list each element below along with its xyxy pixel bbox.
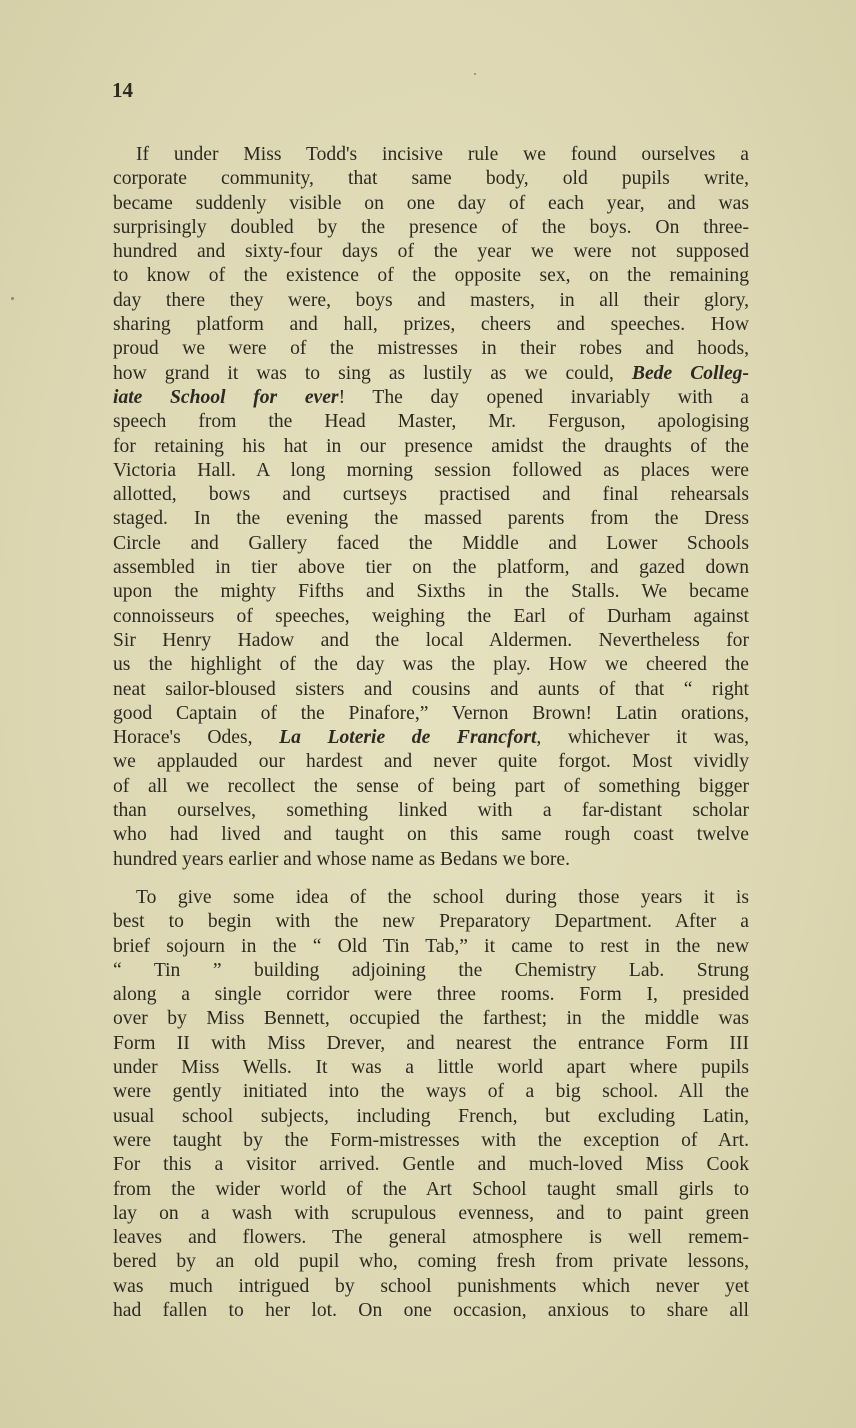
text-line: along a single corridor were three rooms. Form I, presided bbox=[113, 984, 749, 1006]
text-line: over by Miss Bennett, occupied the farthest; in the middle was bbox=[113, 1008, 749, 1030]
text-line: became suddenly visible on one day of each year, and was bbox=[113, 192, 749, 214]
margin-speck bbox=[11, 297, 14, 300]
text-line: Form II with Miss Drever, and nearest the entrance Form III bbox=[113, 1032, 749, 1054]
text-line: under Miss Wells. It was a little world apart where pupils bbox=[113, 1057, 749, 1079]
paragraph-2 bbox=[113, 886, 749, 1323]
text-line: good Captain of the Pinafore,” Vernon Brown! Latin orations, bbox=[113, 702, 749, 724]
text-line: had fallen to her lot. On one occasion, anxious to share all bbox=[113, 1300, 749, 1322]
text-line: than ourselves, something linked with a far-distant scholar bbox=[113, 800, 749, 822]
text-line: “ Tin ” building adjoining the Chemistry Lab. Strung bbox=[113, 959, 749, 981]
text-line: assembled in tier above tier on the platform, and gazed down bbox=[113, 557, 749, 579]
text-line: Horace's Odes, La Loterie de Francfort, whichever it was, bbox=[113, 727, 749, 749]
text-line: upon the mighty Fifths and Sixths in the Stalls. We became bbox=[113, 581, 749, 603]
text-line: For this a visitor arrived. Gentle and much-loved Miss Cook bbox=[113, 1154, 749, 1176]
text-line: who had lived and taught on this same rough coast twelve bbox=[113, 824, 749, 846]
margin-speck bbox=[474, 73, 476, 75]
text-line: from the wider world of the Art School taught small girls to bbox=[113, 1178, 749, 1200]
play-title-italic: La Loterie de Francfort bbox=[279, 727, 537, 749]
text-line: surprisingly doubled by the presence of the boys. On three- bbox=[113, 216, 749, 238]
text-line: day there they were, boys and masters, in all their glory, bbox=[113, 289, 749, 311]
text-line: proud we were of the mistresses in their robes and hoods, bbox=[113, 338, 749, 360]
text-line: usual school subjects, including French, but excluding Latin, bbox=[113, 1105, 749, 1127]
text-line: Circle and Gallery faced the Middle and Lower Schools bbox=[113, 532, 749, 554]
text-line: lay on a wash with scrupulous evenness, and to paint green bbox=[113, 1202, 749, 1224]
text-line: how grand it was to sing as lustily as we could, Bede Colleg- bbox=[113, 362, 749, 384]
song-title-italic: Bede Colleg- bbox=[631, 362, 749, 384]
text-line: was much intrigued by school punishments which never yet bbox=[113, 1275, 749, 1297]
text-line: best to begin with the new Preparatory Department. After a bbox=[113, 911, 749, 933]
text-line: neat sailor-bloused sisters and cousins and aunts of that “ right bbox=[113, 678, 749, 700]
text-line: bered by an old pupil who, coming fresh from private lessons, bbox=[113, 1251, 749, 1273]
page-number: 14 bbox=[112, 78, 133, 102]
text-line: of all we recollect the sense of being part of something bigger bbox=[113, 775, 749, 797]
text-line: for retaining his hat in our presence amidst the draughts of the bbox=[113, 435, 749, 457]
text-line: corporate community, that same body, old pupils write, bbox=[113, 168, 749, 190]
text-line: speech from the Head Master, Mr. Ferguson, apologising bbox=[113, 411, 749, 433]
text-line: were taught by the Form-mistresses with the exception of Art. bbox=[113, 1129, 749, 1151]
text-line: leaves and flowers. The general atmosphere is well remem- bbox=[113, 1227, 749, 1249]
paragraph-1 bbox=[113, 143, 749, 872]
text-line: us the highlight of the day was the play. How we cheered the bbox=[113, 654, 749, 676]
text-line: allotted, bows and curtseys practised and final rehearsals bbox=[113, 484, 749, 506]
text-line: were gently initiated into the ways of a big school. All the bbox=[113, 1081, 749, 1103]
text-line: we applauded our hardest and never quite forgot. Most vividly bbox=[113, 751, 749, 773]
text-line: brief sojourn in the “ Old Tin Tab,” it came to rest in the new bbox=[113, 935, 749, 957]
text-line: connoisseurs of speeches, weighing the Earl of Durham against bbox=[113, 605, 749, 627]
text-line: staged. In the evening the massed parents from the Dress bbox=[113, 508, 749, 530]
text-line: To give some idea of the school during those years it is bbox=[136, 887, 749, 908]
song-title-italic: iate School for ever bbox=[113, 386, 339, 408]
text-line: hundred and sixty-four days of the year we were not supposed bbox=[113, 241, 749, 263]
text-line: sharing platform and hall, prizes, cheers and speeches. How bbox=[113, 314, 749, 336]
text-line: If under Miss Todd's incisive rule we found ourselves a bbox=[136, 144, 749, 165]
text-line: Sir Henry Hadow and the local Aldermen. Nevertheless for bbox=[113, 629, 749, 651]
text-line: iate School for ever! The day opened invariably with a bbox=[113, 386, 749, 408]
text-line: to know of the existence of the opposite sex, on the remaining bbox=[113, 265, 749, 287]
text-line: hundred years earlier and whose name as Bedans we bore. bbox=[113, 848, 571, 870]
text-line: Victoria Hall. A long morning session followed as places were bbox=[113, 459, 749, 481]
